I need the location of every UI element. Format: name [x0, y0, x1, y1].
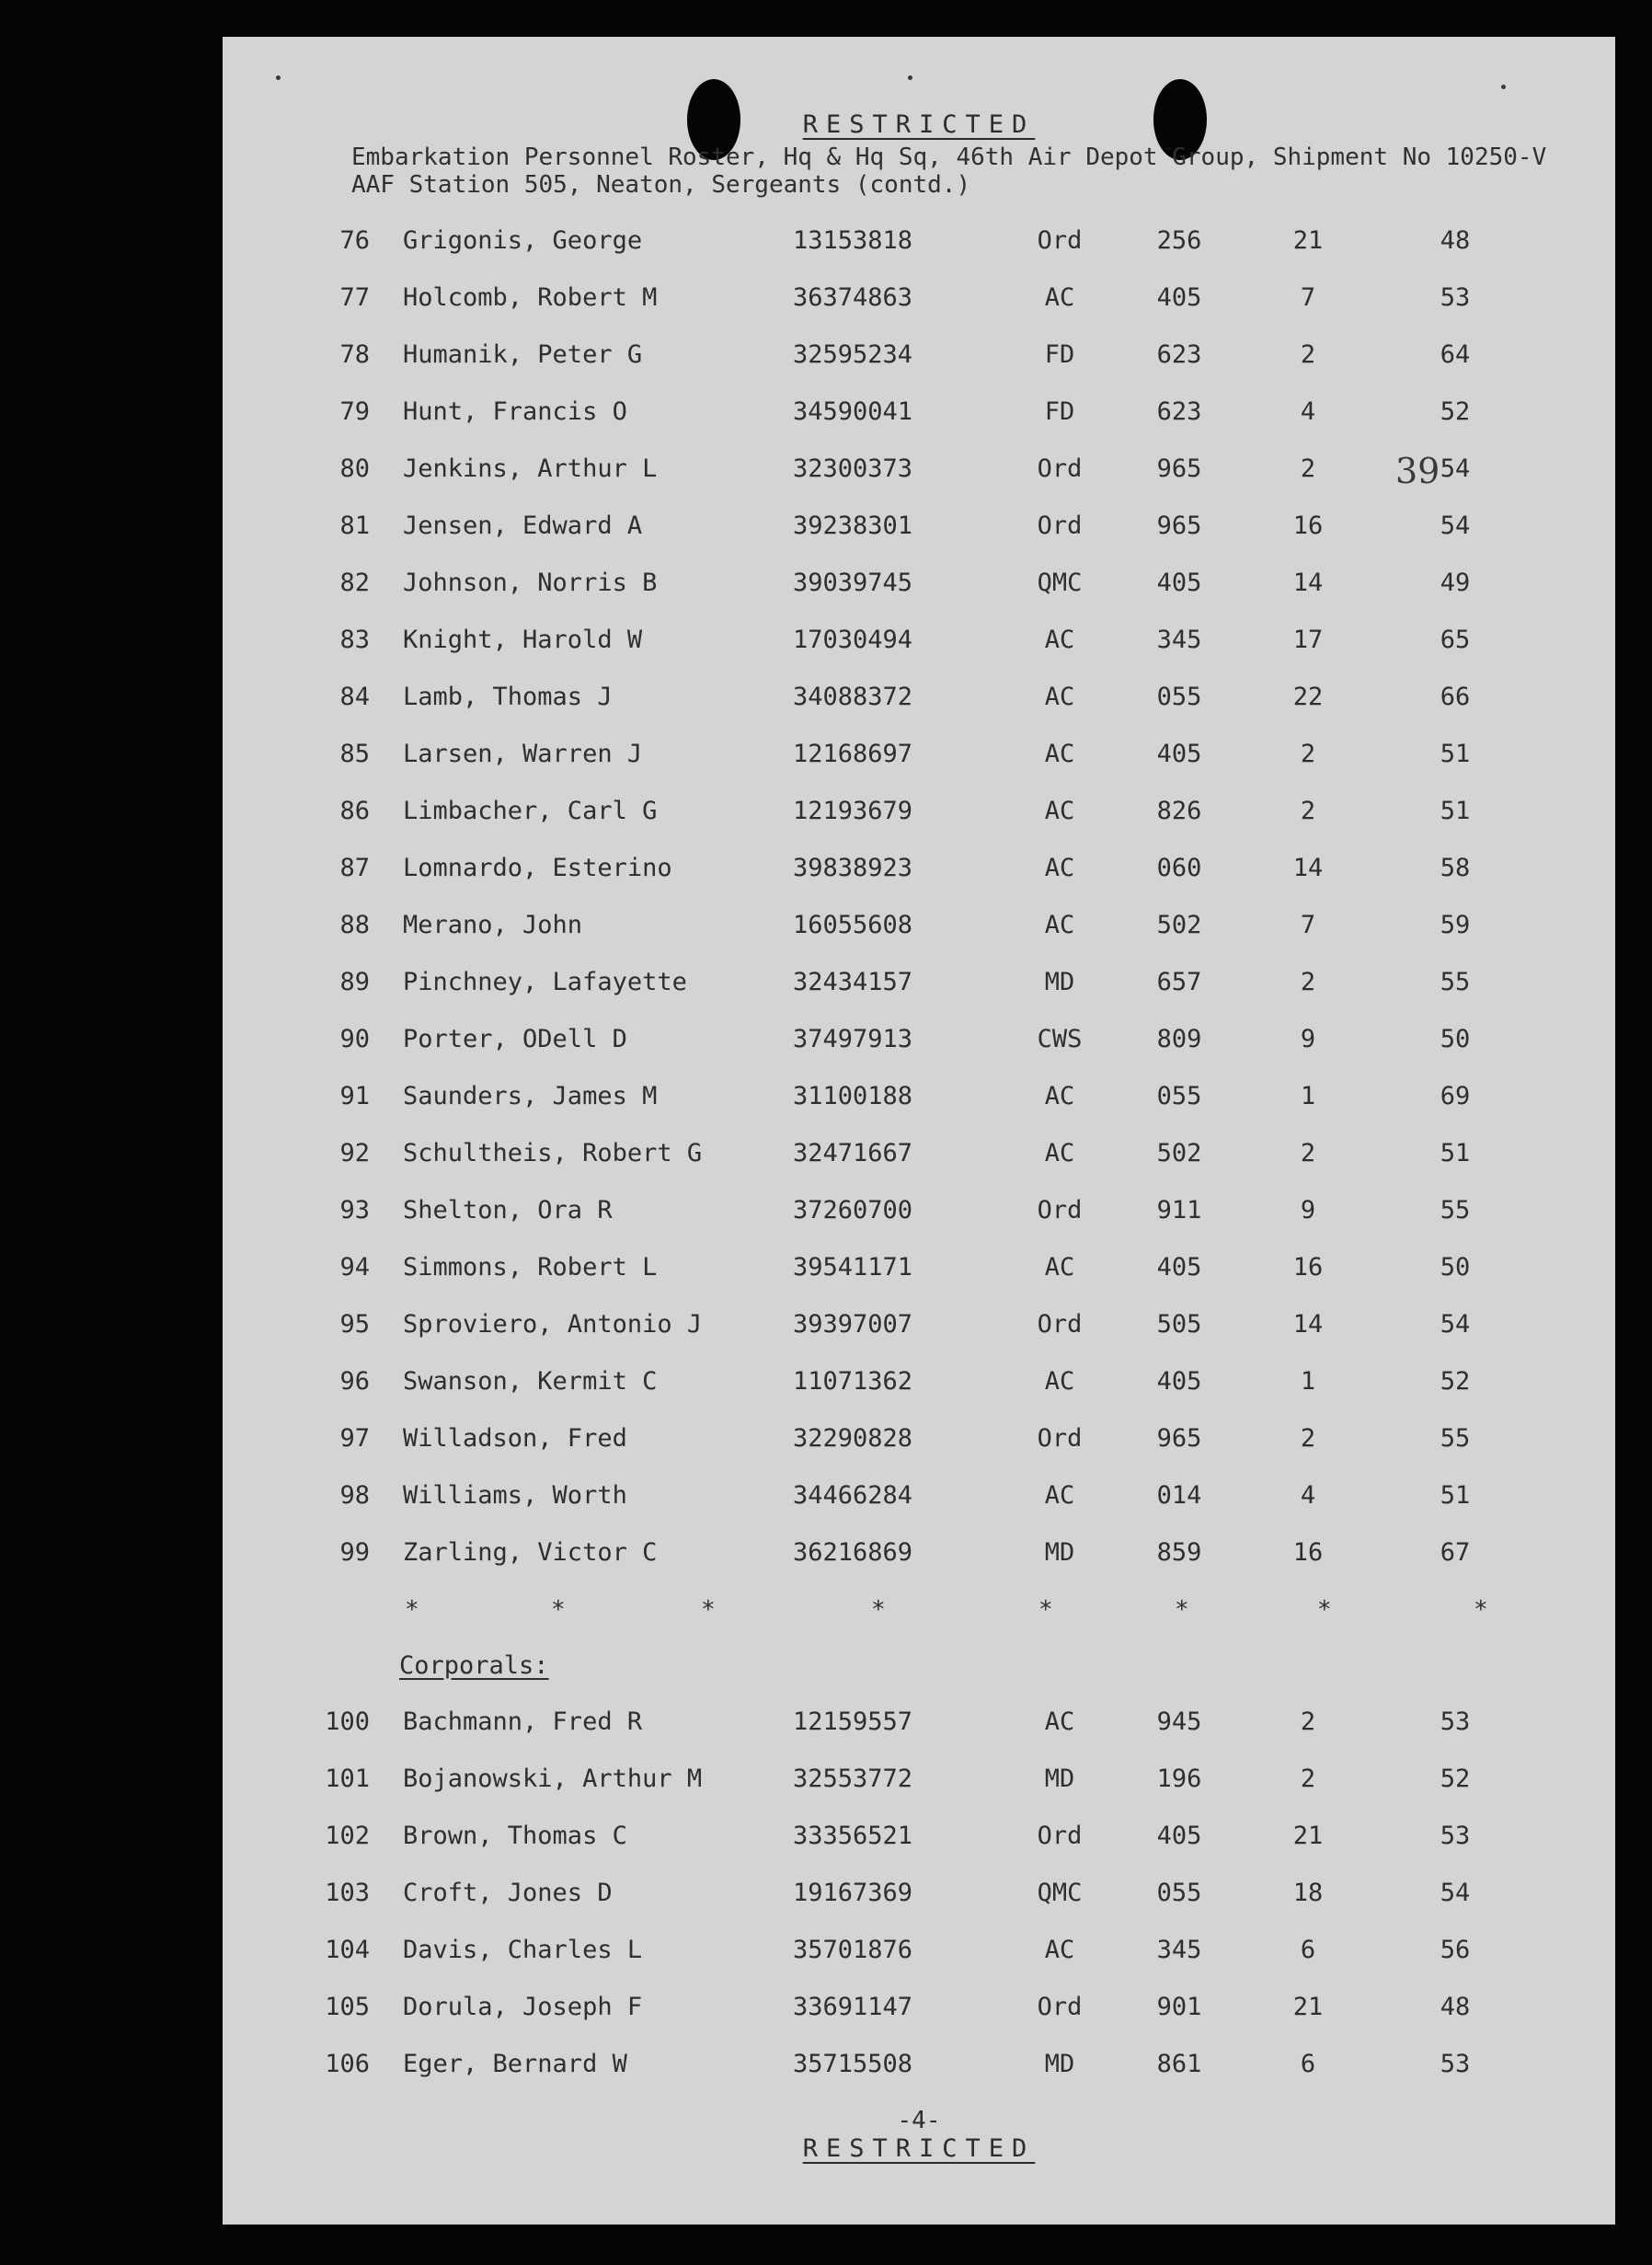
roster-row	[223, 1196, 1615, 1233]
value-one: 14	[1292, 569, 1324, 597]
serial-number: 12159557	[793, 1707, 913, 1736]
roster-row	[223, 1822, 1615, 1858]
branch: AC	[1044, 797, 1075, 825]
row-number: 106	[325, 2050, 370, 2078]
person-name: Saunders, James M	[403, 1082, 658, 1110]
roster-row	[223, 454, 1615, 491]
branch: AC	[1044, 1936, 1075, 1964]
branch: FD	[1044, 397, 1075, 426]
person-name: Lamb, Thomas J	[403, 683, 613, 711]
value-two: 69	[1440, 1082, 1471, 1110]
person-name: Simmons, Robert L	[403, 1253, 658, 1282]
spec-code: 405	[1156, 740, 1202, 768]
spec-code: 505	[1156, 1310, 1202, 1339]
spec-code: 405	[1156, 1253, 1202, 1282]
row-number: 90	[339, 1025, 370, 1053]
speck	[908, 75, 912, 80]
row-number: 102	[325, 1822, 370, 1850]
value-one: 7	[1300, 283, 1316, 312]
branch: Ord	[1037, 454, 1083, 483]
serial-number: 36374863	[793, 283, 913, 312]
value-two: 50	[1440, 1025, 1471, 1053]
value-one: 17	[1292, 626, 1324, 654]
value-two: 54	[1440, 1879, 1471, 1907]
person-name: Swanson, Kermit C	[403, 1367, 658, 1396]
spec-code: 911	[1156, 1196, 1202, 1224]
roster-row	[223, 683, 1615, 719]
person-name: Grigonis, George	[403, 226, 643, 255]
row-number: 101	[325, 1765, 370, 1793]
row-number: 104	[325, 1936, 370, 1964]
serial-number: 33356521	[793, 1822, 913, 1850]
value-one: 2	[1300, 968, 1316, 996]
roster-row	[223, 1936, 1615, 1972]
speck	[276, 75, 281, 80]
roster-row	[223, 1424, 1615, 1461]
person-name: Willadson, Fred	[403, 1424, 627, 1453]
roster-row	[223, 1707, 1615, 1744]
spec-code: 196	[1156, 1765, 1202, 1793]
row-number: 100	[325, 1707, 370, 1736]
speck	[1501, 85, 1506, 89]
roster-row	[223, 626, 1615, 662]
serial-number: 12168697	[793, 740, 913, 768]
value-one: 2	[1300, 1139, 1316, 1167]
value-two: 55	[1440, 1196, 1471, 1224]
serial-number: 32471667	[793, 1139, 913, 1167]
branch: AC	[1044, 1253, 1075, 1282]
value-one: 2	[1300, 1765, 1316, 1793]
value-two: 52	[1440, 397, 1471, 426]
spec-code: 826	[1156, 797, 1202, 825]
separator-star: *	[701, 1596, 716, 1624]
roster-row	[223, 740, 1615, 776]
spec-code: 345	[1156, 626, 1202, 654]
spec-code: 965	[1156, 1424, 1202, 1453]
separator-star: *	[405, 1596, 419, 1624]
person-name: Davis, Charles L	[403, 1936, 643, 1964]
row-number: 97	[339, 1424, 370, 1453]
roster-row	[223, 911, 1615, 948]
value-two: 51	[1440, 797, 1471, 825]
person-name: Brown, Thomas C	[403, 1822, 627, 1850]
person-name: Holcomb, Robert M	[403, 283, 658, 312]
branch: MD	[1044, 1538, 1075, 1567]
value-one: 2	[1300, 797, 1316, 825]
branch: AC	[1044, 283, 1075, 312]
value-two: 49	[1440, 569, 1471, 597]
branch: FD	[1044, 340, 1075, 369]
value-two: 53	[1440, 283, 1471, 312]
value-two: 53	[1440, 1707, 1471, 1736]
row-number: 77	[339, 283, 370, 312]
branch: MD	[1044, 968, 1075, 996]
row-number: 85	[339, 740, 370, 768]
page-number: -4-	[897, 2107, 941, 2134]
person-name: Zarling, Victor C	[403, 1538, 658, 1567]
value-two: 53	[1440, 2050, 1471, 2078]
branch: AC	[1044, 1139, 1075, 1167]
separator-star: *	[871, 1596, 886, 1624]
roster-row	[223, 1253, 1615, 1290]
person-name: Eger, Bernard W	[403, 2050, 627, 2078]
row-number: 83	[339, 626, 370, 654]
row-number: 91	[339, 1082, 370, 1110]
branch: QMC	[1037, 569, 1083, 597]
serial-number: 11071362	[793, 1367, 913, 1396]
separator-star: *	[1474, 1596, 1488, 1624]
person-name: Lomnardo, Esterino	[403, 854, 672, 882]
spec-code: 965	[1156, 454, 1202, 483]
value-two: 64	[1440, 340, 1471, 369]
spec-code: 965	[1156, 512, 1202, 540]
roster-row	[223, 569, 1615, 605]
row-number: 81	[339, 512, 370, 540]
spec-code: 861	[1156, 2050, 1202, 2078]
value-two: 65	[1440, 626, 1471, 654]
roster-subtitle: AAF Station 505, Neaton, Sergeants (contd.)	[351, 171, 971, 199]
branch: AC	[1044, 1082, 1075, 1110]
value-two: 66	[1440, 683, 1471, 711]
person-name: Porter, ODell D	[403, 1025, 627, 1053]
serial-number: 33691147	[793, 1993, 913, 2021]
value-one: 14	[1292, 854, 1324, 882]
branch: AC	[1044, 740, 1075, 768]
roster-row	[223, 512, 1615, 548]
spec-code: 405	[1156, 283, 1202, 312]
separator-star: *	[1175, 1596, 1189, 1624]
value-one: 21	[1292, 1993, 1324, 2021]
person-name: Sproviero, Antonio J	[403, 1310, 703, 1339]
spec-code: 014	[1156, 1481, 1202, 1510]
serial-number: 39238301	[793, 512, 913, 540]
separator-star: *	[1038, 1596, 1053, 1624]
classification-bottom: RESTRICTED	[802, 2134, 1036, 2163]
corporals-heading: Corporals:	[399, 1651, 549, 1680]
value-one: 14	[1292, 1310, 1324, 1339]
row-number: 95	[339, 1310, 370, 1339]
value-two: 55	[1440, 968, 1471, 996]
branch: AC	[1044, 911, 1075, 939]
value-one: 16	[1292, 1253, 1324, 1282]
value-one: 7	[1300, 911, 1316, 939]
roster-row	[223, 1481, 1615, 1518]
roster-row	[223, 797, 1615, 834]
person-name: Humanik, Peter G	[403, 340, 643, 369]
branch: Ord	[1037, 1424, 1083, 1453]
serial-number: 34466284	[793, 1481, 913, 1510]
branch: AC	[1044, 854, 1075, 882]
value-one: 16	[1292, 1538, 1324, 1567]
person-name: Jensen, Edward A	[403, 512, 643, 540]
value-two: 51	[1440, 740, 1471, 768]
serial-number: 32553772	[793, 1765, 913, 1793]
branch: Ord	[1037, 1993, 1083, 2021]
branch: Ord	[1037, 226, 1083, 255]
row-number: 89	[339, 968, 370, 996]
value-one: 4	[1300, 1481, 1316, 1510]
row-number: 94	[339, 1253, 370, 1282]
branch: CWS	[1037, 1025, 1083, 1053]
person-name: Schultheis, Robert G	[403, 1139, 703, 1167]
serial-number: 35715508	[793, 2050, 913, 2078]
roster-row	[223, 226, 1615, 263]
serial-number: 34088372	[793, 683, 913, 711]
row-number: 86	[339, 797, 370, 825]
value-one: 2	[1300, 740, 1316, 768]
roster-row	[223, 1367, 1615, 1404]
roster-row	[223, 1310, 1615, 1347]
row-number: 105	[325, 1993, 370, 2021]
spec-code: 502	[1156, 911, 1202, 939]
value-two: 54	[1440, 1310, 1471, 1339]
spec-code: 405	[1156, 1822, 1202, 1850]
value-two: 52	[1440, 1367, 1471, 1396]
branch: Ord	[1037, 1196, 1083, 1224]
spec-code: 657	[1156, 968, 1202, 996]
value-two: 58	[1440, 854, 1471, 882]
spec-code: 945	[1156, 1707, 1202, 1736]
value-two: 55	[1440, 1424, 1471, 1453]
person-name: Larsen, Warren J	[403, 740, 643, 768]
spec-code: 060	[1156, 854, 1202, 882]
roster-row	[223, 1082, 1615, 1119]
person-name: Croft, Jones D	[403, 1879, 613, 1907]
value-two: 48	[1440, 1993, 1471, 2021]
branch: AC	[1044, 683, 1075, 711]
value-one: 2	[1300, 340, 1316, 369]
value-one: 1	[1300, 1367, 1316, 1396]
serial-number: 39541171	[793, 1253, 913, 1282]
value-one: 16	[1292, 512, 1324, 540]
value-two: 52	[1440, 1765, 1471, 1793]
value-two: 56	[1440, 1936, 1471, 1964]
value-two: 54	[1440, 512, 1471, 540]
value-one: 9	[1300, 1025, 1316, 1053]
spec-code: 256	[1156, 226, 1202, 255]
row-number: 84	[339, 683, 370, 711]
row-number: 88	[339, 911, 370, 939]
spec-code: 345	[1156, 1936, 1202, 1964]
value-two: 51	[1440, 1139, 1471, 1167]
person-name: Bojanowski, Arthur M	[403, 1765, 703, 1793]
serial-number: 16055608	[793, 911, 913, 939]
margin-number: 39	[1395, 451, 1440, 491]
serial-number: 31100188	[793, 1082, 913, 1110]
value-two: 51	[1440, 1481, 1471, 1510]
value-one: 6	[1300, 1936, 1316, 1964]
value-two: 54	[1440, 454, 1471, 483]
roster-row	[223, 397, 1615, 434]
row-number: 103	[325, 1879, 370, 1907]
value-two: 53	[1440, 1822, 1471, 1850]
branch: Ord	[1037, 512, 1083, 540]
branch: MD	[1044, 1765, 1075, 1793]
spec-code: 405	[1156, 1367, 1202, 1396]
value-one: 21	[1292, 1822, 1324, 1850]
value-one: 21	[1292, 226, 1324, 255]
row-number: 96	[339, 1367, 370, 1396]
row-number: 93	[339, 1196, 370, 1224]
roster-row	[223, 340, 1615, 377]
row-number: 76	[339, 226, 370, 255]
value-two: 59	[1440, 911, 1471, 939]
branch: Ord	[1037, 1822, 1083, 1850]
value-one: 1	[1300, 1082, 1316, 1110]
roster-row	[223, 283, 1615, 320]
person-name: Bachmann, Fred R	[403, 1707, 643, 1736]
value-one: 9	[1300, 1196, 1316, 1224]
spec-code: 809	[1156, 1025, 1202, 1053]
row-number: 92	[339, 1139, 370, 1167]
spec-code: 055	[1156, 683, 1202, 711]
row-number: 78	[339, 340, 370, 369]
value-one: 2	[1300, 1707, 1316, 1736]
roster-row	[223, 2050, 1615, 2087]
roster-title: Embarkation Personnel Roster, Hq & Hq Sq, 46th Air Depot Group, Shipment No 10250-V	[351, 144, 1547, 171]
roster-row	[223, 1538, 1615, 1575]
serial-number: 32300373	[793, 454, 913, 483]
person-name: Knight, Harold W	[403, 626, 643, 654]
serial-number: 32290828	[793, 1424, 913, 1453]
roster-row	[223, 1993, 1615, 2029]
serial-number: 35701876	[793, 1936, 913, 1964]
spec-code: 901	[1156, 1993, 1202, 2021]
serial-number: 39397007	[793, 1310, 913, 1339]
spec-code: 502	[1156, 1139, 1202, 1167]
serial-number: 36216869	[793, 1538, 913, 1567]
branch: MD	[1044, 2050, 1075, 2078]
spec-code: 623	[1156, 397, 1202, 426]
serial-number: 39039745	[793, 569, 913, 597]
roster-row	[223, 854, 1615, 891]
person-name: Shelton, Ora R	[403, 1196, 613, 1224]
classification-top: RESTRICTED	[802, 110, 1036, 139]
row-number: 87	[339, 854, 370, 882]
serial-number: 12193679	[793, 797, 913, 825]
row-number: 99	[339, 1538, 370, 1567]
serial-number: 34590041	[793, 397, 913, 426]
row-number: 79	[339, 397, 370, 426]
serial-number: 39838923	[793, 854, 913, 882]
value-one: 2	[1300, 454, 1316, 483]
roster-row	[223, 1765, 1615, 1801]
serial-number: 19167369	[793, 1879, 913, 1907]
person-name: Jenkins, Arthur L	[403, 454, 658, 483]
branch: QMC	[1037, 1879, 1083, 1907]
serial-number: 37497913	[793, 1025, 913, 1053]
value-one: 2	[1300, 1424, 1316, 1453]
spec-code: 055	[1156, 1082, 1202, 1110]
serial-number: 32434157	[793, 968, 913, 996]
value-one: 6	[1300, 2050, 1316, 2078]
person-name: Pinchney, Lafayette	[403, 968, 687, 996]
row-number: 82	[339, 569, 370, 597]
branch: AC	[1044, 1367, 1075, 1396]
serial-number: 37260700	[793, 1196, 913, 1224]
separator-star: *	[551, 1596, 566, 1624]
value-one: 18	[1292, 1879, 1324, 1907]
person-name: Merano, John	[403, 911, 583, 939]
person-name: Limbacher, Carl G	[403, 797, 658, 825]
serial-number: 13153818	[793, 226, 913, 255]
roster-page	[223, 37, 1615, 2225]
roster-row	[223, 1879, 1615, 1915]
person-name: Dorula, Joseph F	[403, 1993, 643, 2021]
value-two: 67	[1440, 1538, 1471, 1567]
branch: AC	[1044, 626, 1075, 654]
serial-number: 17030494	[793, 626, 913, 654]
row-number: 98	[339, 1481, 370, 1510]
roster-row	[223, 1139, 1615, 1176]
roster-row	[223, 1025, 1615, 1062]
spec-code: 405	[1156, 569, 1202, 597]
value-one: 4	[1300, 397, 1316, 426]
value-two: 48	[1440, 226, 1471, 255]
value-one: 22	[1292, 683, 1324, 711]
value-two: 50	[1440, 1253, 1471, 1282]
branch: AC	[1044, 1707, 1075, 1736]
spec-code: 055	[1156, 1879, 1202, 1907]
separator-star: *	[1317, 1596, 1332, 1624]
person-name: Johnson, Norris B	[403, 569, 658, 597]
branch: Ord	[1037, 1310, 1083, 1339]
person-name: Williams, Worth	[403, 1481, 627, 1510]
spec-code: 859	[1156, 1538, 1202, 1567]
branch: AC	[1044, 1481, 1075, 1510]
person-name: Hunt, Francis O	[403, 397, 627, 426]
spec-code: 623	[1156, 340, 1202, 369]
serial-number: 32595234	[793, 340, 913, 369]
roster-row	[223, 968, 1615, 1005]
row-number: 80	[339, 454, 370, 483]
